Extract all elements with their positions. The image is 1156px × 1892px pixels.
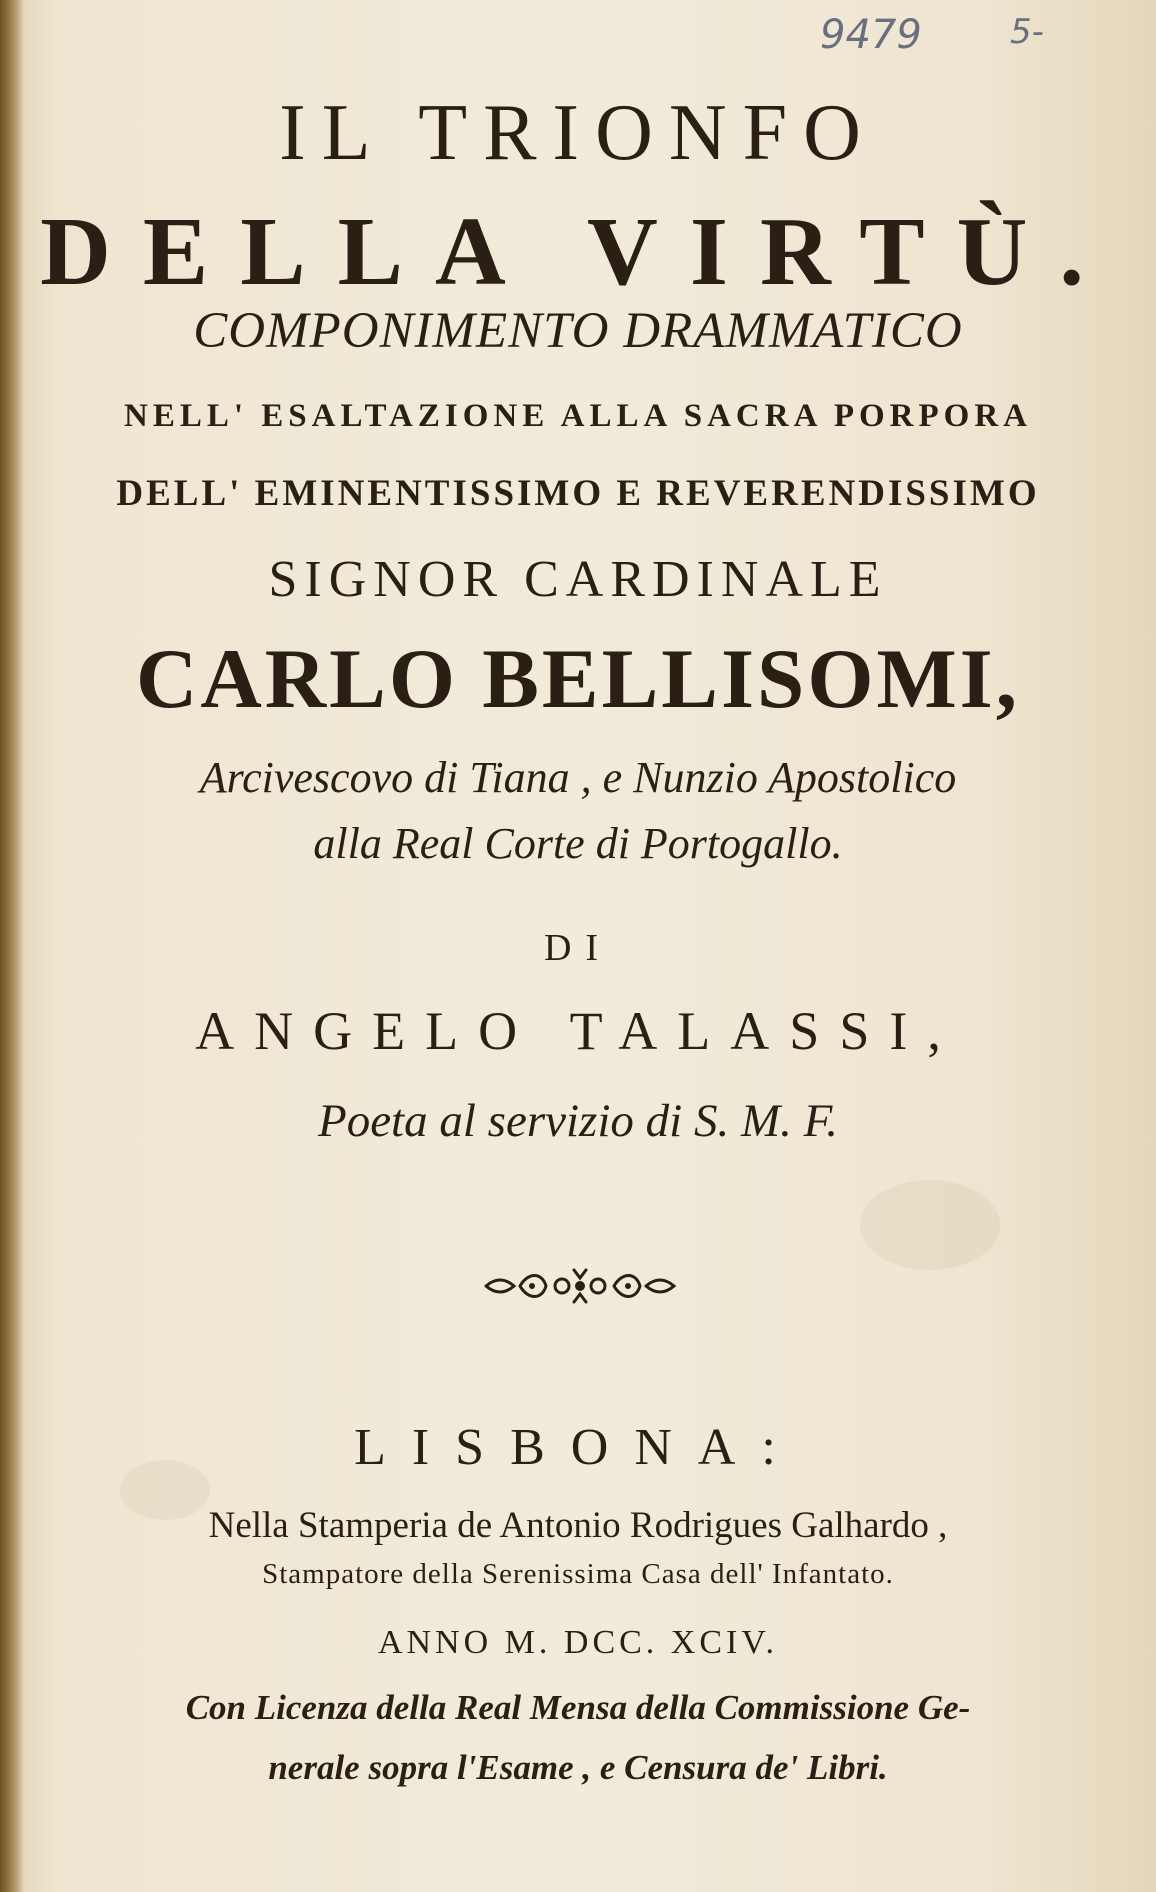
dedicatee-title-line-2: alla Real Corte di Portogallo. [313, 819, 843, 868]
dedication-line-1: NELL' ESALTAZIONE ALLA SACRA PORPORA [123, 398, 1032, 434]
title-line-2: DELLA VIRTÙ. [40, 198, 1116, 306]
by-line: DI [543, 927, 613, 969]
dedication-line-3: SIGNOR CARDINALE [268, 551, 888, 608]
license-line-2: nerale sopra l'Esame , e Censura de' Libri. [268, 1748, 888, 1787]
handwritten-mark: 5- [1010, 12, 1044, 52]
dedicatee-name: CARLO BELLISOMI, [135, 632, 1020, 726]
author-name: ANGELO TALASSI, [195, 1001, 961, 1061]
paper-stain [860, 1180, 1000, 1270]
license-line-1: Con Licenza della Real Mensa della Commissione Ge- [185, 1688, 971, 1727]
genre-line: COMPONIMENTO DRAMMATICO [193, 303, 963, 359]
title-line-1: IL TRIONFO [279, 89, 877, 177]
author-role: Poeta al servizio di S. M. F. [317, 1095, 838, 1147]
printer-line-2: Stampatore della Serenissima Casa dell' Infantato. [262, 1558, 894, 1590]
imprint-city: LISBONA: [354, 1419, 802, 1476]
dedication-line-2: DELL' EMINENTISSIMO E REVERENDISSIMO [116, 473, 1040, 514]
floral-ornament-icon [480, 1258, 680, 1314]
dedicatee-title-line-1: Arcivescovo di Tiana , e Nunzio Apostolico [199, 753, 957, 802]
imprint-year: ANNO M. DCC. XCIV. [377, 1624, 779, 1661]
handwritten-shelf-number: 9479 [820, 12, 922, 58]
printer-line-1: Nella Stamperia de Antonio Rodrigues Galhardo , [208, 1505, 948, 1546]
